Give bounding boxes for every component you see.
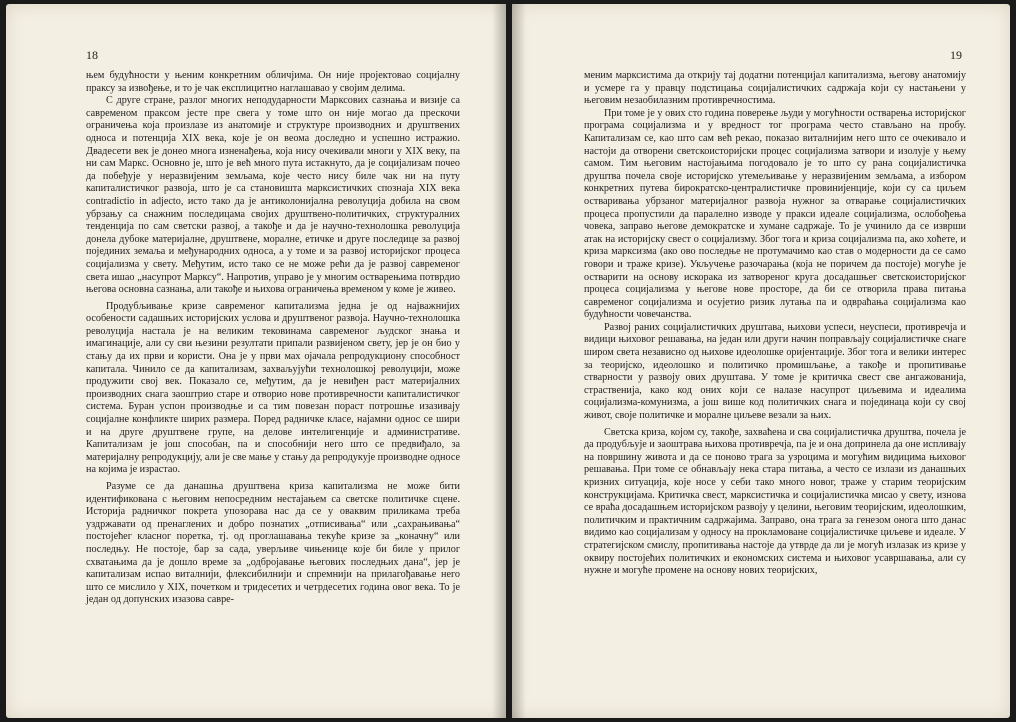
paragraph: Разуме се да данашња друштвена криза капитализма не може бити идентификована с његовим непосредним нестајањем са светске политичке сцене. Историја радничког покрета упозорава нас да се у оваквим приликама треба уздржавати од пренаглених и добро познатих „отписивања“ или „сахрањивања“ постојећег класног поретка, тј. од проглашавања текуће кризе за „коначну“ или последњу. Не постоје, бар за сада, уверљиве чињенице које би биле у прилог схватањима да је дошло време за „одбројавање његових последњих дана“, јер је капитализам испао виталнији, флексибилнији и спремнији на прилагођавање него што се мислило у XIX, почетком и тридесетих и четрдесетих година овог века. То је један од допунских изазова савре- <box>86 481 460 606</box>
paragraph: меним марксистима да открију тај додатни потенцијал капитализма, његову анатомију и усмере га у правцу подстицања социјалистичких садржаја који су настањени у његовим незаобилазним противречностима. <box>584 70 966 107</box>
gutter-shadow <box>492 4 506 718</box>
paragraph: При томе је у ових сто година поверење људи у могућности остварења историјског програма социјализма и у вредност тог програма често стављано на пробу. Капитализам се, као што сам већ рекао, показао виталнијим него што се очекивало и настоји да отворени светскоисторијски процес социјализма затвори и изолује у њему самом. Тим његовим настојањима погодовало је то што су рана социјалистичка друштва почела своје историјско утемељивање у неразвијеним земљама, а избором конкретних путева бирократско-централистичке провинијенције, који су са циљем остваривања убрзаног материјалног развоја нужног за отварање социјалистичких процеса пропустили да паралелно изводе у пракси идеале социјализма, ослобођења човека, заправо његове демократске и хумане садржаје. То је учинило да се изврши атак на историјску свест о социјализму. Због тога и криза социјализма па, ако хоћете, и криза марксизма (ако ово последње не протумачимо као став о модерности да се само говори и траже кризе). Укључење разочарања (која не поричем да постоје) могуће је остварити на основу искорака из затвореног круга досадашњег светскоисторијског процеса социјализма у његове нове просторе, да би се отворила права питања савременог социјализма и осујетио ризик лутања па и одвраћања социјализма као будућности човечанства. <box>584 107 966 321</box>
paragraph: Продубљивање кризе савременог капитализма једна је од најважнијих особености садашњих историјских услова и друштвеног развоја. Научно-технолошка револуција настала је на великим тековинама савременог људског знања и имагинације, али су сви њезини резултати припали развијеном свету, јер је он био у стању да их први и користи. Она је у први мах ојачала репродукциону способност капитала. Чинило се да капитализам, захваљујући технолошкој револуцији, може продужити свој век. Показало се, међутим, да је невиђен раст материјалних производних снага заоштрио старе и отворио нове противречности капиталистичког система. Буран успон производње и са тим повезан пораст потрошње изазивају социјалне конфликте ширих размера. Поред радничке класе, најамни однос се шири и на друге друштвене групе, на делове интелигенције и административе. Капитализам је још способан, па и способнији него што се предвиђало, за материјалну репродукцију, али је све мање у стању да репродукује производне односе на којима је израстао. <box>86 300 460 476</box>
page-number: 18 <box>86 48 98 62</box>
paragraph: Светска криза, којом су, такође, захваћена и сва социјалистичка друштва, почела је да продубљује и заоштрава њихова противречја, па је и она допринела да оне испливају на површину живота и да се поново трага за узроцима и могућим видицима њиховог решавања. При томе се обнављају нека стара питања, а често се излази из данашњих кризних ситуација, које носе у себи тако много новог, траже у старим теоријским конструкцијама. Критичка свест, марксистичка и социјалистичка мисао у свету, изнова се враћа досадашњем историјском развоју у целини, његовим теоријским, идеолошким, политичким и практичним садржајима. Заправо, она трага за генезом онога што данас видимо као социјализам у односу на прокламоване социјалистичке циљеве и идеале. У стратегијском смислу, пропитивања настоје да утврде да ли је могућ излазак из кризе у оквиру постојећих политичких и економских система и њиховог усавршавања, али су нужне и могуће промене на основу нових теоријских, <box>584 426 966 577</box>
gutter-shadow <box>512 4 526 718</box>
page-number: 19 <box>950 48 962 62</box>
paragraph: С друге стране, разлог многих неподударности Марксових сазнања и визије са савременом праксом јесте пре свега у томе што он није могао да прескочи ограничења која произлазе из анатомије и структуре производних и друштвених односа и потенција XIX века, које је он веома доследно и успешно истражио. Двадесети век је донео многа изненађења, која нису очекивали многи у XIX веку, па ни сам Маркс. Основно је, што је већ много пута истакнуто, да је социјализам почео да побеђује у неразвијеним земљама, које често нису биле чак ни на путу капиталистичког развоја, што је са становишта марксистичких спознаја XIX века contradictio in adjecto, исто тако да је антиколонијална револуција добила на свом убрзању са снажним последицама својих друштвено-политичких, структуралних тенденција по сам светски развој, а такође и да је научно-технолошка револуција донела дубоке материјалне, друштвене, моралне, етичке и друге последице за развој појединих земаља и међународних односа, а у томе и за развој историјског процеса социјализма у свету. Међутим, исто тако се не може рећи да је развој савременог света ишао „насупрот Марксу“. Напротив, управо је у многим остварењима потврдио његова основна сазнања, али такође и њихова ограничења временом у коме је живео. <box>86 95 460 296</box>
right-page <box>512 4 1010 718</box>
paragraph: Развој раних социјалистичких друштава, њихови успеси, неуспеси, противречја и видици њиховог решавања, на један или други начин поправљају социјалистичке снаге широм света независно од њихове идеолошке оријентације. Због тога и велики интерес за теоријско, идеолошко и политичко промишљање, а такође и пропитивање стварности у развоју ових друштава. У томе је критичка свест све ангажованија, страственија, како код оних који се налазе насупрот циљевима и идеалима социјализма-комунизма, а још више код политичких снага и појединаца који су свој живот, своје политичке и моралне циљеве везали за њих. <box>584 321 966 422</box>
left-page <box>6 4 506 718</box>
paragraph: њем будућности у њеним конкретним обличјима. Он није пројектовао социјалну праксу за извођење, и то је чак експлицитно наглашавао у својим делима. <box>86 70 460 94</box>
body-text <box>86 70 460 607</box>
body-text <box>584 70 966 578</box>
